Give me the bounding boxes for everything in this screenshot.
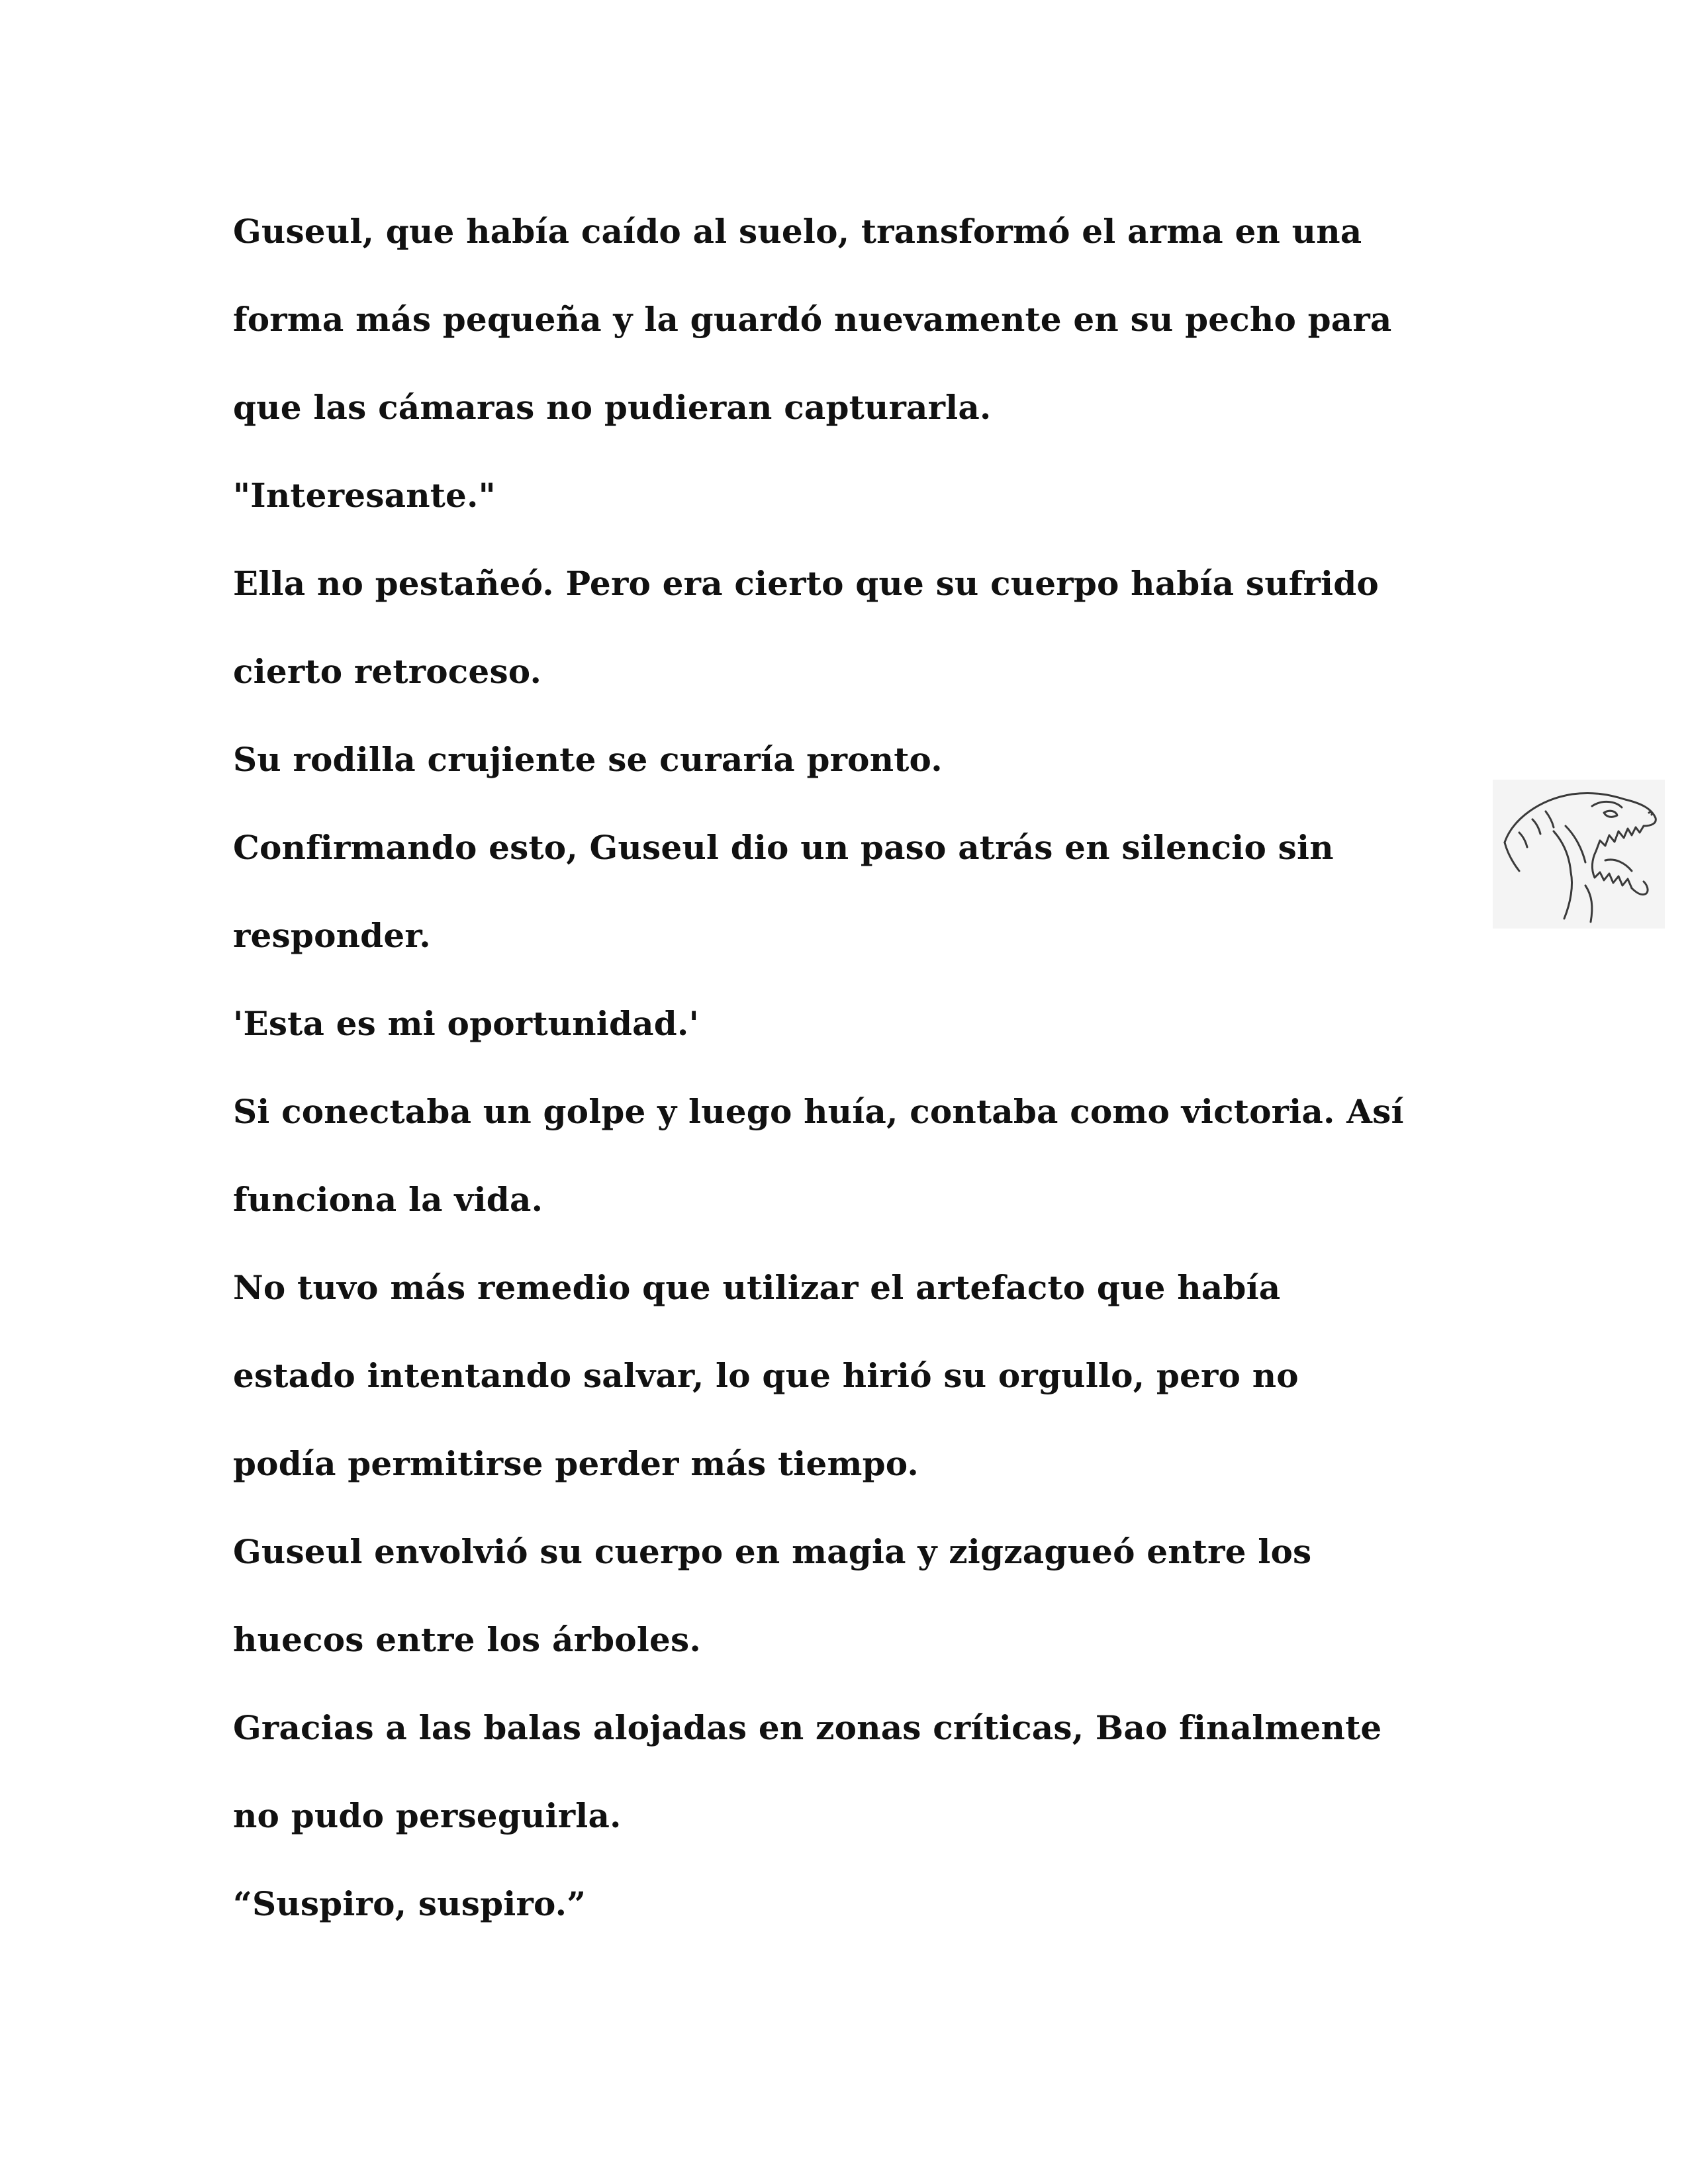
- dinosaur-sketch-icon: [1493, 780, 1665, 929]
- text-line: funciona la vida.: [233, 1180, 543, 1219]
- text-line: no pudo perseguirla.: [233, 1796, 622, 1835]
- body-text: [233, 187, 1491, 1948]
- text-line: “Suspiro, suspiro.”: [233, 1884, 586, 1923]
- text-line: Confirmando esto, Guseul dio un paso atrás en silencio sin: [233, 828, 1334, 867]
- text-line: 'Esta es mi oportunidad.': [233, 1004, 699, 1043]
- text-line: que las cámaras no pudieran capturarla.: [233, 388, 992, 427]
- text-line: Guseul envolvió su cuerpo en magia y zigzagueó entre los: [233, 1532, 1312, 1571]
- text-line: estado intentando salvar, lo que hirió su orgullo, pero no: [233, 1356, 1299, 1395]
- text-line: Su rodilla crujiente se curaría pronto.: [233, 740, 943, 779]
- text-line: Si conectaba un golpe y luego huía, contaba como victoria. Así: [233, 1092, 1404, 1131]
- text-line: "Interesante.": [233, 476, 496, 515]
- text-line: huecos entre los árboles.: [233, 1620, 702, 1659]
- text-line: cierto retroceso.: [233, 652, 542, 691]
- text-line: Ella no pestañeó. Pero era cierto que su cuerpo había sufrido: [233, 564, 1379, 603]
- text-line: Gracias a las balas alojadas en zonas críticas, Bao finalmente: [233, 1708, 1382, 1747]
- text-line: responder.: [233, 916, 431, 955]
- text-line: forma más pequeña y la guardó nuevamente en su pecho para: [233, 300, 1392, 339]
- text-line: podía permitirse perder más tiempo.: [233, 1444, 919, 1483]
- text-line: Guseul, que había caído al suelo, transformó el arma en una: [233, 212, 1362, 251]
- text-line: No tuvo más remedio que utilizar el artefacto que había: [233, 1268, 1281, 1307]
